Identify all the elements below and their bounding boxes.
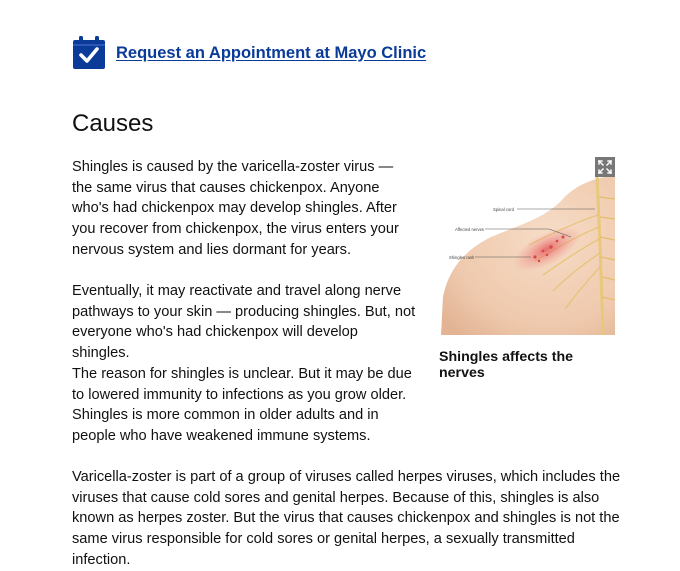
paragraph-immunity: The reason for shingles is unclear. But it may be due to lowered immunity to infections as you grow older. Shingles is more common in older adults and in people who have weakened immune systems. bbox=[72, 366, 412, 445]
calendar-check-icon[interactable] bbox=[72, 36, 106, 70]
label-spinal-cord: Spinal cord bbox=[493, 207, 514, 212]
shingles-nerves-illustration[interactable] bbox=[439, 157, 615, 335]
appointment-banner bbox=[72, 36, 426, 70]
label-affected-nerves: Affected nerves bbox=[455, 227, 485, 232]
request-appointment-link[interactable]: Request an Appointment at Mayo Clinic bbox=[116, 43, 427, 62]
label-shingles-rash: Shingles rash bbox=[449, 255, 475, 260]
expand-arrows-icon bbox=[595, 157, 615, 177]
paragraph-reactivation: Eventually, it may reactivate and travel along nerve pathways to your skin — producing shingles. But, not everyone who's had chickenpox will develop shingles. bbox=[72, 283, 416, 362]
figure-caption: Shingles affects the nerves bbox=[439, 349, 574, 381]
paragraph-herpes-zoster: Varicella-zoster is part of a group of viruses called herpes viruses, which includes the viruses that cause cold sores and genital herpes. Because of this, shingles is also known as herpes zoster. But the virus that causes chickenpox and shingles is not the same virus responsible for cold sores or genital herpes, a sexually transmitted infection. bbox=[72, 469, 621, 568]
expand-icon[interactable] bbox=[595, 157, 615, 177]
section-title: Causes bbox=[72, 110, 154, 137]
paragraph-cause-virus: Shingles is caused by the varicella-zoster virus — the same virus that causes chickenpox. Anyone who's had chickenpox may develop shingles. After you recover from chickenpox, the virus enters your nervous system and lies dormant for years. bbox=[72, 159, 399, 258]
figure-shingles-nerves bbox=[439, 157, 615, 381]
